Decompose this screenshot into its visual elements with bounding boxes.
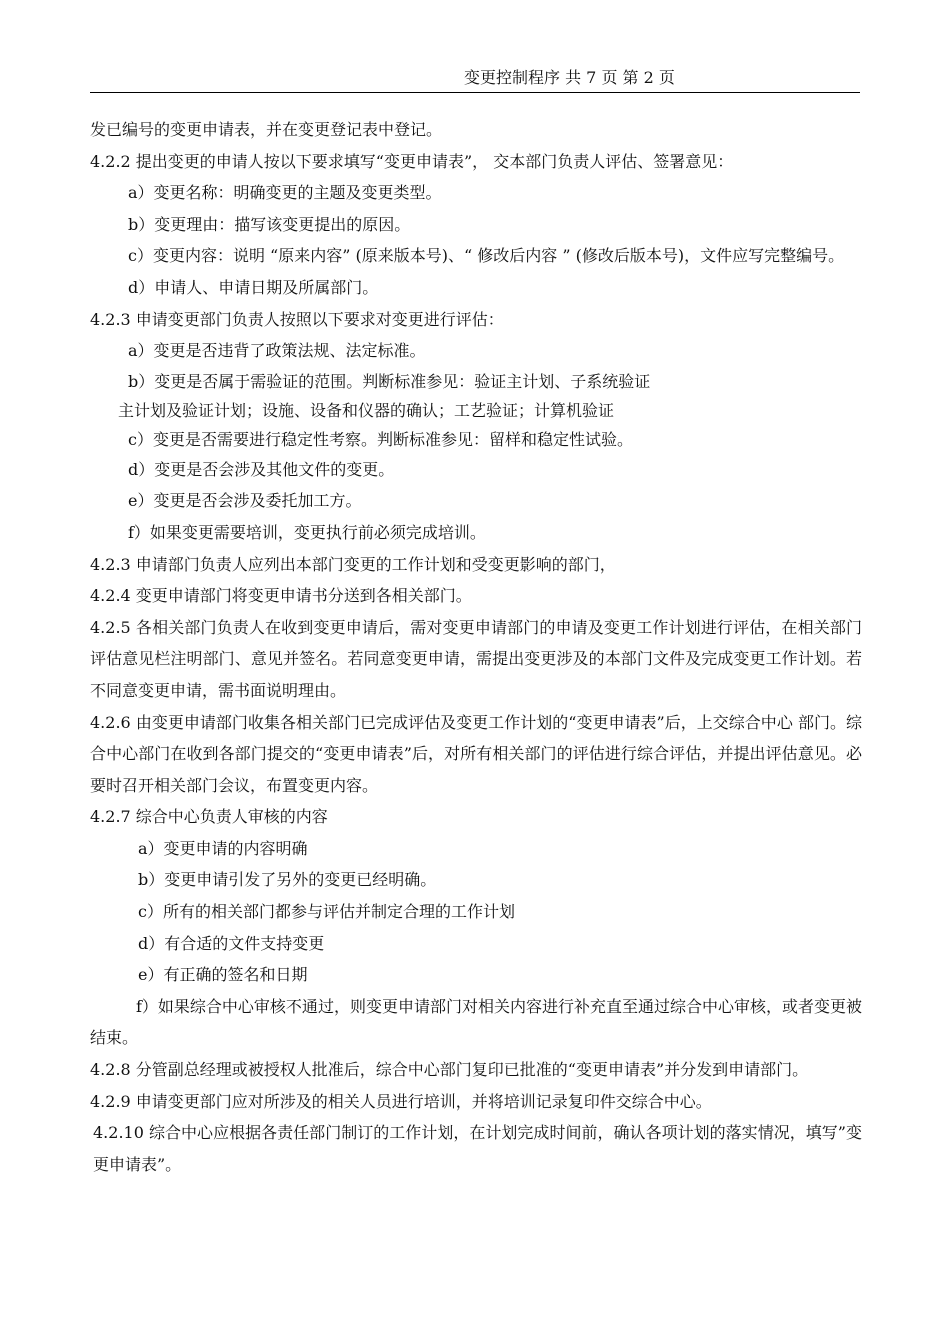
list-item: c）所有的相关部门都参与评估并制定合理的工作计划 — [138, 902, 515, 922]
list-item: b）变更理由：描写该变更提出的原因。 — [128, 214, 411, 234]
list-item-continuation: 主计划及验证计划；设施、设备和仪器的确认；工艺验证；计算机验证 — [118, 400, 615, 420]
section-4-2-3: 4.2.3 申请变更部门负责人按照以下要求对变更进行评估： — [90, 309, 504, 329]
list-item: a）变更申请的内容明确 — [138, 838, 308, 858]
section-4-2-4: 4.2.4 变更申请部门将变更申请书分送到各相关部门。 — [90, 586, 472, 606]
list-item: f）如果变更需要培训，变更执行前必须完成培训。 — [128, 522, 486, 542]
page-header — [90, 66, 860, 93]
list-item: d）变更是否会涉及其他文件的变更。 — [128, 459, 395, 479]
list-item: d）有合适的文件支持变更 — [138, 933, 325, 953]
section-4-2-2: 4.2.2 提出变更的申请人按以下要求填写“变更申请表”， 交本部门负责人评估、签署意见： — [90, 151, 734, 171]
list-item: b）变更申请引发了另外的变更已经明确。 — [138, 870, 437, 890]
list-item: a）变更是否违背了政策法规、法定标准。 — [128, 341, 426, 361]
section-4-2-6: 4.2.6 由变更申请部门收集各相关部门已完成评估及变更工作计划的“变更申请表”后，上交综合中心 部门。综合中心部门在收到各部门提交的“变更申请表”后，对所有相关部门的评估进行综合评估，并提出评估意见。必要时召开相关部门会议，布置变更内容。 — [90, 712, 862, 795]
document-body — [90, 114, 862, 1180]
list-item: c）变更内容：说明 “原来内容” (原来版本号)、“ 修改后内容 ” (修改后版本号)，文件应写完整编号。 — [128, 246, 845, 266]
list-item: b）变更是否属于需验证的范围。判断标准参见：验证主计划、子系统验证 — [128, 371, 651, 391]
section-4-2-8: 4.2.8 分管副总经理或被授权人批准后，综合中心部门复印已批准的“变更申请表”并分发到申请部门。 — [90, 1060, 809, 1080]
section-4-2-3b: 4.2.3 申请部门负责人应列出本部门变更的工作计划和受变更影响的部门， — [90, 554, 616, 574]
section-4-2-10: 4.2.10 综合中心应根据各责任部门制订的工作计划，在计划完成时间前，确认各项计划的落实情况，填写”变更申请表”。 — [93, 1123, 862, 1174]
list-item: e）有正确的签名和日期 — [138, 965, 308, 985]
list-item: e）变更是否会涉及委托加工方。 — [128, 491, 362, 511]
header-title: 变更控制程序 共 7 页 第 2 页 — [464, 68, 675, 87]
list-item: c）变更是否需要进行稳定性考察。判断标准参见：留样和稳定性试验。 — [128, 429, 633, 449]
list-item: a）变更名称：明确变更的主题及变更类型。 — [128, 183, 442, 203]
paragraph: 发已编号的变更申请表，并在变更登记表中登记。 — [90, 120, 443, 139]
list-item: d）申请人、申请日期及所属部门。 — [128, 277, 379, 297]
list-item: f）如果综合中心审核不通过，则变更申请部门对相关内容进行补充直至通过综合中心审核，或者变更被结束。 — [90, 996, 862, 1048]
section-4-2-7: 4.2.7 综合中心负责人审核的内容 — [90, 807, 328, 827]
section-4-2-5: 4.2.5 各相关部门负责人在收到变更申请后，需对变更申请部门的申请及变更工作计划进行评估，在相关部门评估意见栏注明部门、意见并签名。若同意变更申请，需提出变更涉及的本部门文件及完成变更工作计划。若不同意变更申请，需书面说明理由。 — [90, 617, 862, 700]
section-4-2-9: 4.2.9 申请变更部门应对所涉及的相关人员进行培训，并将培训记录复印件交综合中心。 — [90, 1091, 712, 1111]
